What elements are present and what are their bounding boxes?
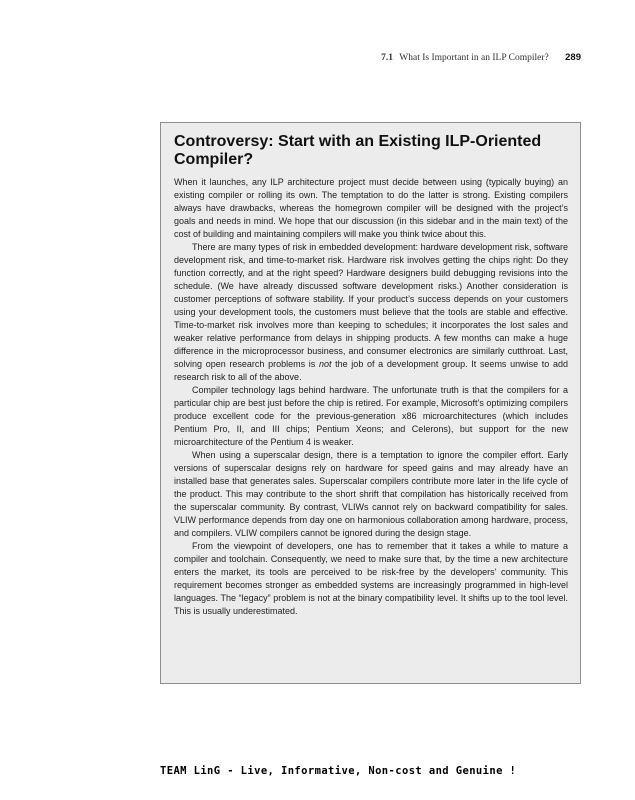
section-title: What Is Important in an ILP Compiler? bbox=[399, 53, 549, 63]
paragraph-3: Compiler technology lags behind hardware. The unfortunate truth is that the compilers for a particular chip are best just before the chip is retired. For example, Microsoft’s optimizing compilers produce excellent code for the previous-generation x86 microarchitectures (which includes Pentium Pro, II, and III chips; Pentium Xeons; and Celerons), but support for the new microarchitecture of the Pentium 4 is weaker. bbox=[174, 385, 568, 447]
paragraph-2-end: the job of a development group. It seems unwise to add research risk to all of the above. bbox=[174, 359, 568, 382]
paragraph-2 bbox=[174, 241, 568, 384]
sidebar-body bbox=[174, 176, 568, 618]
paragraph-5: From the viewpoint of developers, one has to remember that it takes a while to mature a compiler and toolchain. Consequently, we need to make sure that, by the time a new architecture enters the market, its tools are perceived to be risk-free by the developers’ community. This requirement becomes stronger as embedded systems are increasingly programmed in high-level languages. The “legacy” problem is not at the binary compatibility level. It shifts up to the tool level. This is usually underestimated. bbox=[174, 541, 568, 616]
paragraph-4: When using a superscalar design, there is a temptation to ignore the compiler effort. Early versions of superscalar designs rely on hardware for speed gains and may already have an installed base that generates sales. Superscalar compilers contribute more later in the life cycle of the product. This may contribute to the short shrift that compilation has historically received from the superscalar community. By contrast, VLIWs cannot rely on backward compatibility for sales. VLIW performance depends from day one on harmonious collaboration among hardware, process, and compilers. VLIW compilers cannot be ignored during the design stage. bbox=[174, 450, 568, 538]
sidebar-title: Controversy: Start with an Existing ILP-Oriented Compiler? bbox=[174, 133, 542, 168]
footer-watermark: TEAM LinG - Live, Informative, Non-cost and Genuine ! bbox=[160, 765, 517, 777]
page-number: 289 bbox=[565, 52, 581, 63]
paragraph-1: When it launches, any ILP architecture project must decide between using (typically buying) an existing compiler or rolling its own. The temptation to do the latter is strong. Existing compilers always have drawbacks, whereas the homegrown compiler will be designed with the project’s goals and needs in mind. We hope that our discussion (in this sidebar and in the main text) of the cost of building and maintaining compilers will make you think twice about this. bbox=[174, 177, 568, 239]
paragraph-2-text: There are many types of risk in embedded development: hardware development risk, software development risk, and time-to-market risk. Hardware risk involves getting the chips right: Do they function correctly, and at the right speed? Hardware designers build debugging revisions into the schedule. (We have already discussed software development risks.) Another consideration is customer perceptions of software stability. If your product’s success depends on your customers using your development tools, the customers must believe that the tools are stable and effective. Time-to-market risk involves more than keeping to schedules; it incorporates the lost sales and weaker relative performance from delays in shipping products. A few months can make a huge difference in the microprocessor business, and consumer electronics are similarly cutthroat. Last, solving open research problems is bbox=[174, 242, 568, 369]
running-head bbox=[381, 52, 581, 63]
section-number: 7.1 bbox=[381, 53, 394, 63]
paragraph-2-emphasis: not bbox=[318, 359, 332, 369]
sidebar-box bbox=[160, 122, 581, 684]
